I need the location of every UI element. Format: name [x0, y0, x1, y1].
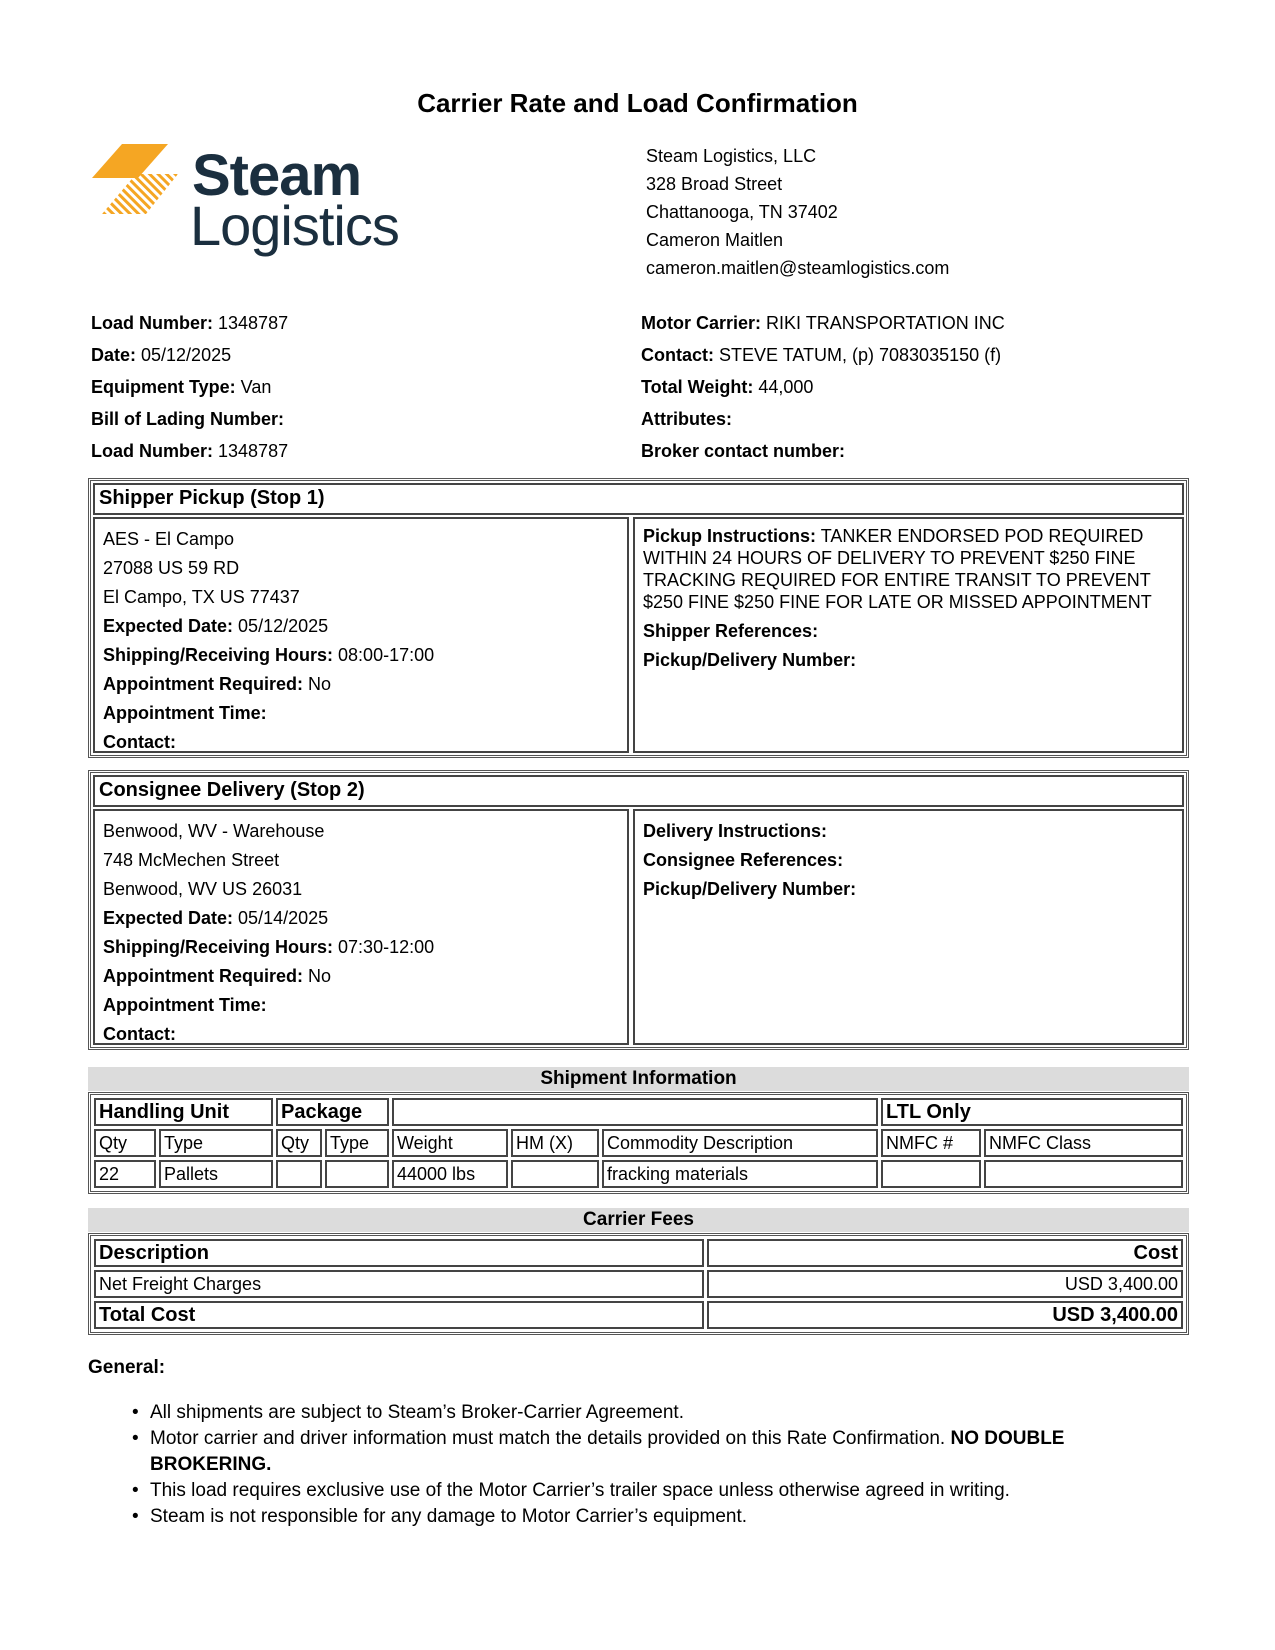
- carrier-fees-title: Carrier Fees: [88, 1208, 1189, 1232]
- delivery-pickup-delivery-number: Pickup/Delivery Number:: [643, 879, 857, 899]
- fees-cost-header: Cost: [707, 1239, 1183, 1267]
- col-nmfc-class: NMFC Class: [984, 1129, 1183, 1157]
- delivery-contact: Contact:: [103, 1024, 176, 1044]
- pickup-instructions: Pickup Instructions: TANKER ENDORSED POD REQUIRED WITHIN 24 HOURS OF DELIVERY TO PREVENT $250 FINE TRACKING REQUIRED FOR ENTIRE TRANSIT TO PREVENT $250 FINE $250 FINE FOR LATE OR MISSED APPOINTMENT: [643, 526, 1152, 612]
- delivery-appointment-time: Appointment Time:: [103, 995, 267, 1015]
- shipper-pickup-header: Shipper Pickup (Stop 1): [93, 483, 1184, 515]
- cell-handling-qty: 22: [94, 1160, 156, 1188]
- broker-company: Steam Logistics, LLC: [646, 146, 817, 166]
- broker-contact-name: Cameron Maitlen: [646, 230, 784, 250]
- shipment-table: [88, 1092, 1189, 1194]
- delivery-location: [93, 809, 629, 1045]
- col-weight: Weight: [392, 1129, 508, 1157]
- logo-wordmark-logistics: Logistics: [190, 194, 399, 257]
- consignee-references: Consignee References:: [643, 850, 844, 870]
- delivery-name: Benwood, WV - Warehouse: [103, 821, 325, 841]
- broker-address: [646, 142, 949, 282]
- date-row: Date: 05/12/2025: [91, 345, 232, 365]
- pickup-hours: Shipping/Receiving Hours: 08:00-17:00: [103, 645, 435, 665]
- fees-header-row: [94, 1239, 1183, 1267]
- pickup-appointment-time: Appointment Time:: [103, 703, 267, 723]
- general-heading: General:: [88, 1357, 166, 1378]
- logo-wordmark-steam: Steam: [192, 143, 362, 208]
- col-commodity-description: Commodity Description: [602, 1129, 878, 1157]
- col-package-qty: Qty: [276, 1129, 322, 1157]
- pickup-city: El Campo, TX US 77437: [103, 587, 300, 607]
- fees-description-header: Description: [94, 1239, 704, 1267]
- carrier-fees-table: [88, 1233, 1189, 1335]
- delivery-appointment-required: Appointment Required: No: [103, 966, 332, 986]
- delivery-instructions: Delivery Instructions:: [643, 821, 828, 841]
- load-info: [91, 307, 288, 467]
- delivery-hours: Shipping/Receiving Hours: 07:30-12:00: [103, 937, 435, 957]
- delivery-expected-date: Expected Date: 05/14/2025: [103, 908, 329, 928]
- list-item: • Motor carrier and driver information must match the details provided on this Rate Confirmation. NO DOUBLE BROKERING.: [132, 1426, 1152, 1478]
- fees-total-row: [94, 1301, 1183, 1329]
- cell-hm: [511, 1160, 599, 1188]
- fee-cost: USD 3,400.00: [707, 1270, 1183, 1298]
- list-item: • Steam is not responsible for any damage to Motor Carrier’s equipment.: [132, 1504, 1152, 1530]
- equipment-type-row: Equipment Type: Van: [91, 377, 272, 397]
- carrier-info: [641, 307, 1005, 467]
- pickup-street: 27088 US 59 RD: [103, 558, 240, 578]
- shipper-pickup-section: [88, 478, 1189, 758]
- total-cost-value: USD 3,400.00: [707, 1301, 1183, 1329]
- pickup-delivery-number: Pickup/Delivery Number:: [643, 650, 857, 670]
- load-number-row: Load Number: 1348787: [91, 313, 289, 333]
- table-row: [94, 1270, 1183, 1298]
- col-handling-qty: Qty: [94, 1129, 156, 1157]
- package-header: Package: [276, 1098, 389, 1126]
- table-row: [94, 1160, 1183, 1188]
- total-cost-label: Total Cost: [94, 1301, 704, 1329]
- attributes-row: Attributes:: [641, 409, 732, 429]
- broker-street: 328 Broad Street: [646, 174, 783, 194]
- shipment-information-title: Shipment Information: [88, 1067, 1189, 1091]
- delivery-city: Benwood, WV US 26031: [103, 879, 303, 899]
- carrier-contact-row: Contact: STEVE TATUM, (p) 7083035150 (f): [641, 345, 1002, 365]
- cell-package-qty: [276, 1160, 322, 1188]
- cell-handling-type: Pallets: [159, 1160, 273, 1188]
- load-number-row-2: Load Number: 1348787: [91, 441, 289, 461]
- cell-nmfc-class: [984, 1160, 1183, 1188]
- pickup-name: AES - El Campo: [103, 529, 235, 549]
- ltl-only-header: LTL Only: [881, 1098, 1183, 1126]
- col-hm: HM (X): [511, 1129, 599, 1157]
- pickup-instructions-cell: [633, 517, 1184, 753]
- delivery-instructions-cell: [633, 809, 1184, 1045]
- general-terms-list: [132, 1400, 1152, 1530]
- total-weight-row: Total Weight: 44,000: [641, 377, 814, 397]
- col-nmfc-number: NMFC #: [881, 1129, 981, 1157]
- shipment-group-header-row: [94, 1098, 1183, 1126]
- pickup-contact: Contact:: [103, 732, 176, 752]
- pickup-expected-date: Expected Date: 05/12/2025: [103, 616, 329, 636]
- cell-commodity-description: fracking materials: [602, 1160, 878, 1188]
- steam-logistics-logo: [92, 138, 412, 268]
- bill-of-lading-row: Bill of Lading Number:: [91, 409, 284, 429]
- list-item: • All shipments are subject to Steam’s Broker-Carrier Agreement.: [132, 1400, 1152, 1426]
- cell-package-type: [325, 1160, 389, 1188]
- pickup-location: [93, 517, 629, 753]
- col-package-type: Type: [325, 1129, 389, 1157]
- delivery-street: 748 McMechen Street: [103, 850, 280, 870]
- broker-contact-number-row: Broker contact number:: [641, 441, 846, 461]
- consignee-delivery-header: Consignee Delivery (Stop 2): [93, 775, 1184, 807]
- broker-email[interactable]: cameron.maitlen@steamlogistics.com: [646, 258, 950, 278]
- pickup-appointment-required: Appointment Required: No: [103, 674, 332, 694]
- steam-logo-icon: [92, 144, 178, 216]
- page-title: Carrier Rate and Load Confirmation: [417, 88, 858, 118]
- motor-carrier-row: Motor Carrier: RIKI TRANSPORTATION INC: [641, 313, 1005, 333]
- cell-nmfc-number: [881, 1160, 981, 1188]
- shipment-column-header-row: [94, 1129, 1183, 1157]
- shipper-references: Shipper References:: [643, 621, 819, 641]
- list-item: • This load requires exclusive use of the Motor Carrier’s trailer space unless otherwise agreed in writing.: [132, 1478, 1152, 1504]
- broker-city: Chattanooga, TN 37402: [646, 202, 838, 222]
- consignee-delivery-section: [88, 770, 1189, 1050]
- fee-description: Net Freight Charges: [94, 1270, 704, 1298]
- col-handling-type: Type: [159, 1129, 273, 1157]
- cell-weight: 44000 lbs: [392, 1160, 508, 1188]
- handling-unit-header: Handling Unit: [94, 1098, 273, 1126]
- blank-group-header: [392, 1098, 878, 1126]
